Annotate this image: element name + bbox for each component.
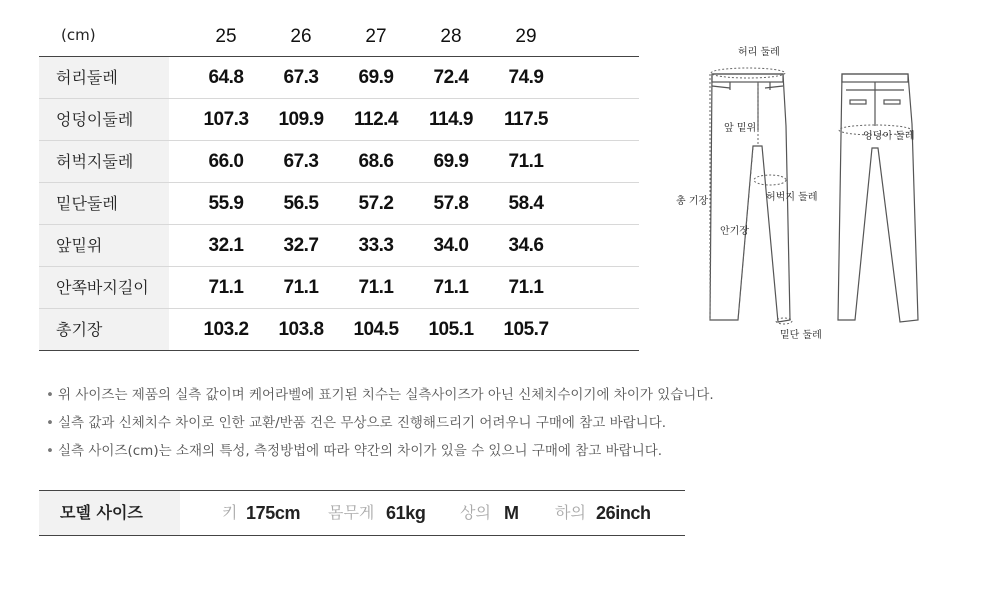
- table-row: [39, 183, 639, 225]
- size-table-header: [39, 18, 639, 57]
- column-header: 28: [440, 26, 462, 47]
- thigh-diagram-label: 허벅지 둘레: [766, 192, 818, 203]
- table-cell: 103.2: [203, 319, 249, 340]
- back-pants-outline: [838, 74, 918, 322]
- note-text: 실측 값과 신체치수 차이로 인한 교환/반품 건은 무상으로 진행해드리기 어려우니 구매에 참고 바랍니다.: [58, 415, 667, 431]
- bottom-value: 26inch: [596, 503, 651, 523]
- column-header: 26: [290, 26, 312, 47]
- table-cell: 72.4: [433, 67, 469, 88]
- table-cell: 33.3: [358, 235, 394, 256]
- table-cell: 34.6: [508, 235, 544, 256]
- table-cell: 117.5: [504, 109, 548, 130]
- note-item: [46, 413, 746, 441]
- note-item: [46, 385, 746, 413]
- waistband: [712, 74, 783, 82]
- table-cell: 104.5: [353, 319, 399, 340]
- table-cell: 71.1: [283, 277, 319, 298]
- table-cell: 71.1: [508, 151, 544, 172]
- weight-label: 몸무게: [328, 503, 375, 522]
- front-rise-diagram-label: 앞 밑위: [724, 123, 757, 134]
- total-length-diagram-label: 총 기장: [676, 196, 709, 207]
- row-label: 허리둘레: [39, 57, 169, 98]
- note-text: 실측 사이즈(cm)는 소재의 특성, 측정방법에 따라 약간의 차이가 있을 수 있으니 구매에 참고 바랍니다.: [58, 443, 663, 459]
- note-text: 위 사이즈는 제품의 실측 값이며 케어라벨에 표기된 치수는 실측사이즈가 아닌 신체치수이기에 차이가 있습니다.: [58, 387, 714, 403]
- table-cell: 34.0: [433, 235, 469, 256]
- inseam-diagram-label: 안기장: [720, 226, 749, 237]
- waist-measure-line: [711, 68, 785, 78]
- table-row: [39, 141, 639, 183]
- height-value: 175cm: [246, 503, 301, 523]
- column-header: 25: [215, 26, 237, 47]
- table-cell: 66.0: [208, 151, 244, 172]
- table-cell: 55.9: [208, 193, 244, 214]
- weight-value: 61kg: [386, 503, 426, 523]
- table-row: [39, 267, 639, 309]
- row-label: 엉덩이둘레: [39, 99, 169, 140]
- measurement-notes: [46, 385, 746, 469]
- note-item: [46, 441, 746, 469]
- bullet: •: [46, 415, 54, 431]
- row-label: 총기장: [39, 309, 169, 350]
- table-cell: 114.9: [429, 109, 473, 130]
- table-cell: 71.1: [508, 277, 544, 298]
- column-header: 29: [515, 26, 537, 47]
- row-label: 밑단둘레: [39, 183, 169, 224]
- hem-diagram-label: 밑단 둘레: [780, 330, 822, 341]
- table-cell: 103.8: [278, 319, 324, 340]
- model-size-bar: [39, 490, 685, 536]
- bullet: •: [46, 387, 54, 403]
- bullet: •: [46, 443, 54, 459]
- hip-diagram-label: 엉덩이 둘레: [863, 131, 915, 142]
- waist-diagram-label: 허리 둘레: [738, 47, 780, 58]
- table-cell: 64.8: [208, 67, 244, 88]
- table-row: [39, 57, 639, 99]
- table-cell: 57.8: [433, 193, 469, 214]
- table-cell: 109.9: [278, 109, 324, 130]
- table-cell: 67.3: [283, 67, 319, 88]
- table-cell: 112.4: [354, 109, 398, 130]
- size-table: [39, 18, 639, 351]
- table-cell: 71.1: [433, 277, 469, 298]
- table-row: [39, 225, 639, 267]
- top-value: M: [504, 503, 519, 523]
- table-cell: 68.6: [358, 151, 394, 172]
- model-size-label: 모델 사이즈: [39, 491, 180, 535]
- table-cell: 107.3: [203, 109, 249, 130]
- unit-label: (cm): [61, 26, 96, 44]
- column-header: 27: [365, 26, 387, 47]
- table-cell: 32.1: [208, 235, 244, 256]
- table-cell: 69.9: [433, 151, 469, 172]
- table-cell: 58.4: [508, 193, 544, 214]
- bottom-label: 하의: [555, 503, 586, 522]
- table-cell: 57.2: [358, 193, 394, 214]
- table-cell: 74.9: [508, 67, 544, 88]
- table-cell: 105.1: [428, 319, 474, 340]
- table-cell: 105.7: [503, 319, 549, 340]
- height-label: 키: [222, 503, 238, 522]
- top-label: 상의: [460, 503, 491, 522]
- table-cell: 56.5: [283, 193, 319, 214]
- table-cell: 71.1: [358, 277, 394, 298]
- table-cell: 67.3: [283, 151, 319, 172]
- table-cell: 32.7: [283, 235, 319, 256]
- row-label: 허벅지둘레: [39, 141, 169, 182]
- row-label: 앞밑위: [39, 225, 169, 266]
- table-row: [39, 99, 639, 141]
- table-row: [39, 309, 639, 351]
- row-label: 안쪽바지길이: [39, 267, 169, 308]
- pants-measurement-diagram: [660, 30, 960, 350]
- table-cell: 69.9: [358, 67, 394, 88]
- table-cell: 71.1: [208, 277, 244, 298]
